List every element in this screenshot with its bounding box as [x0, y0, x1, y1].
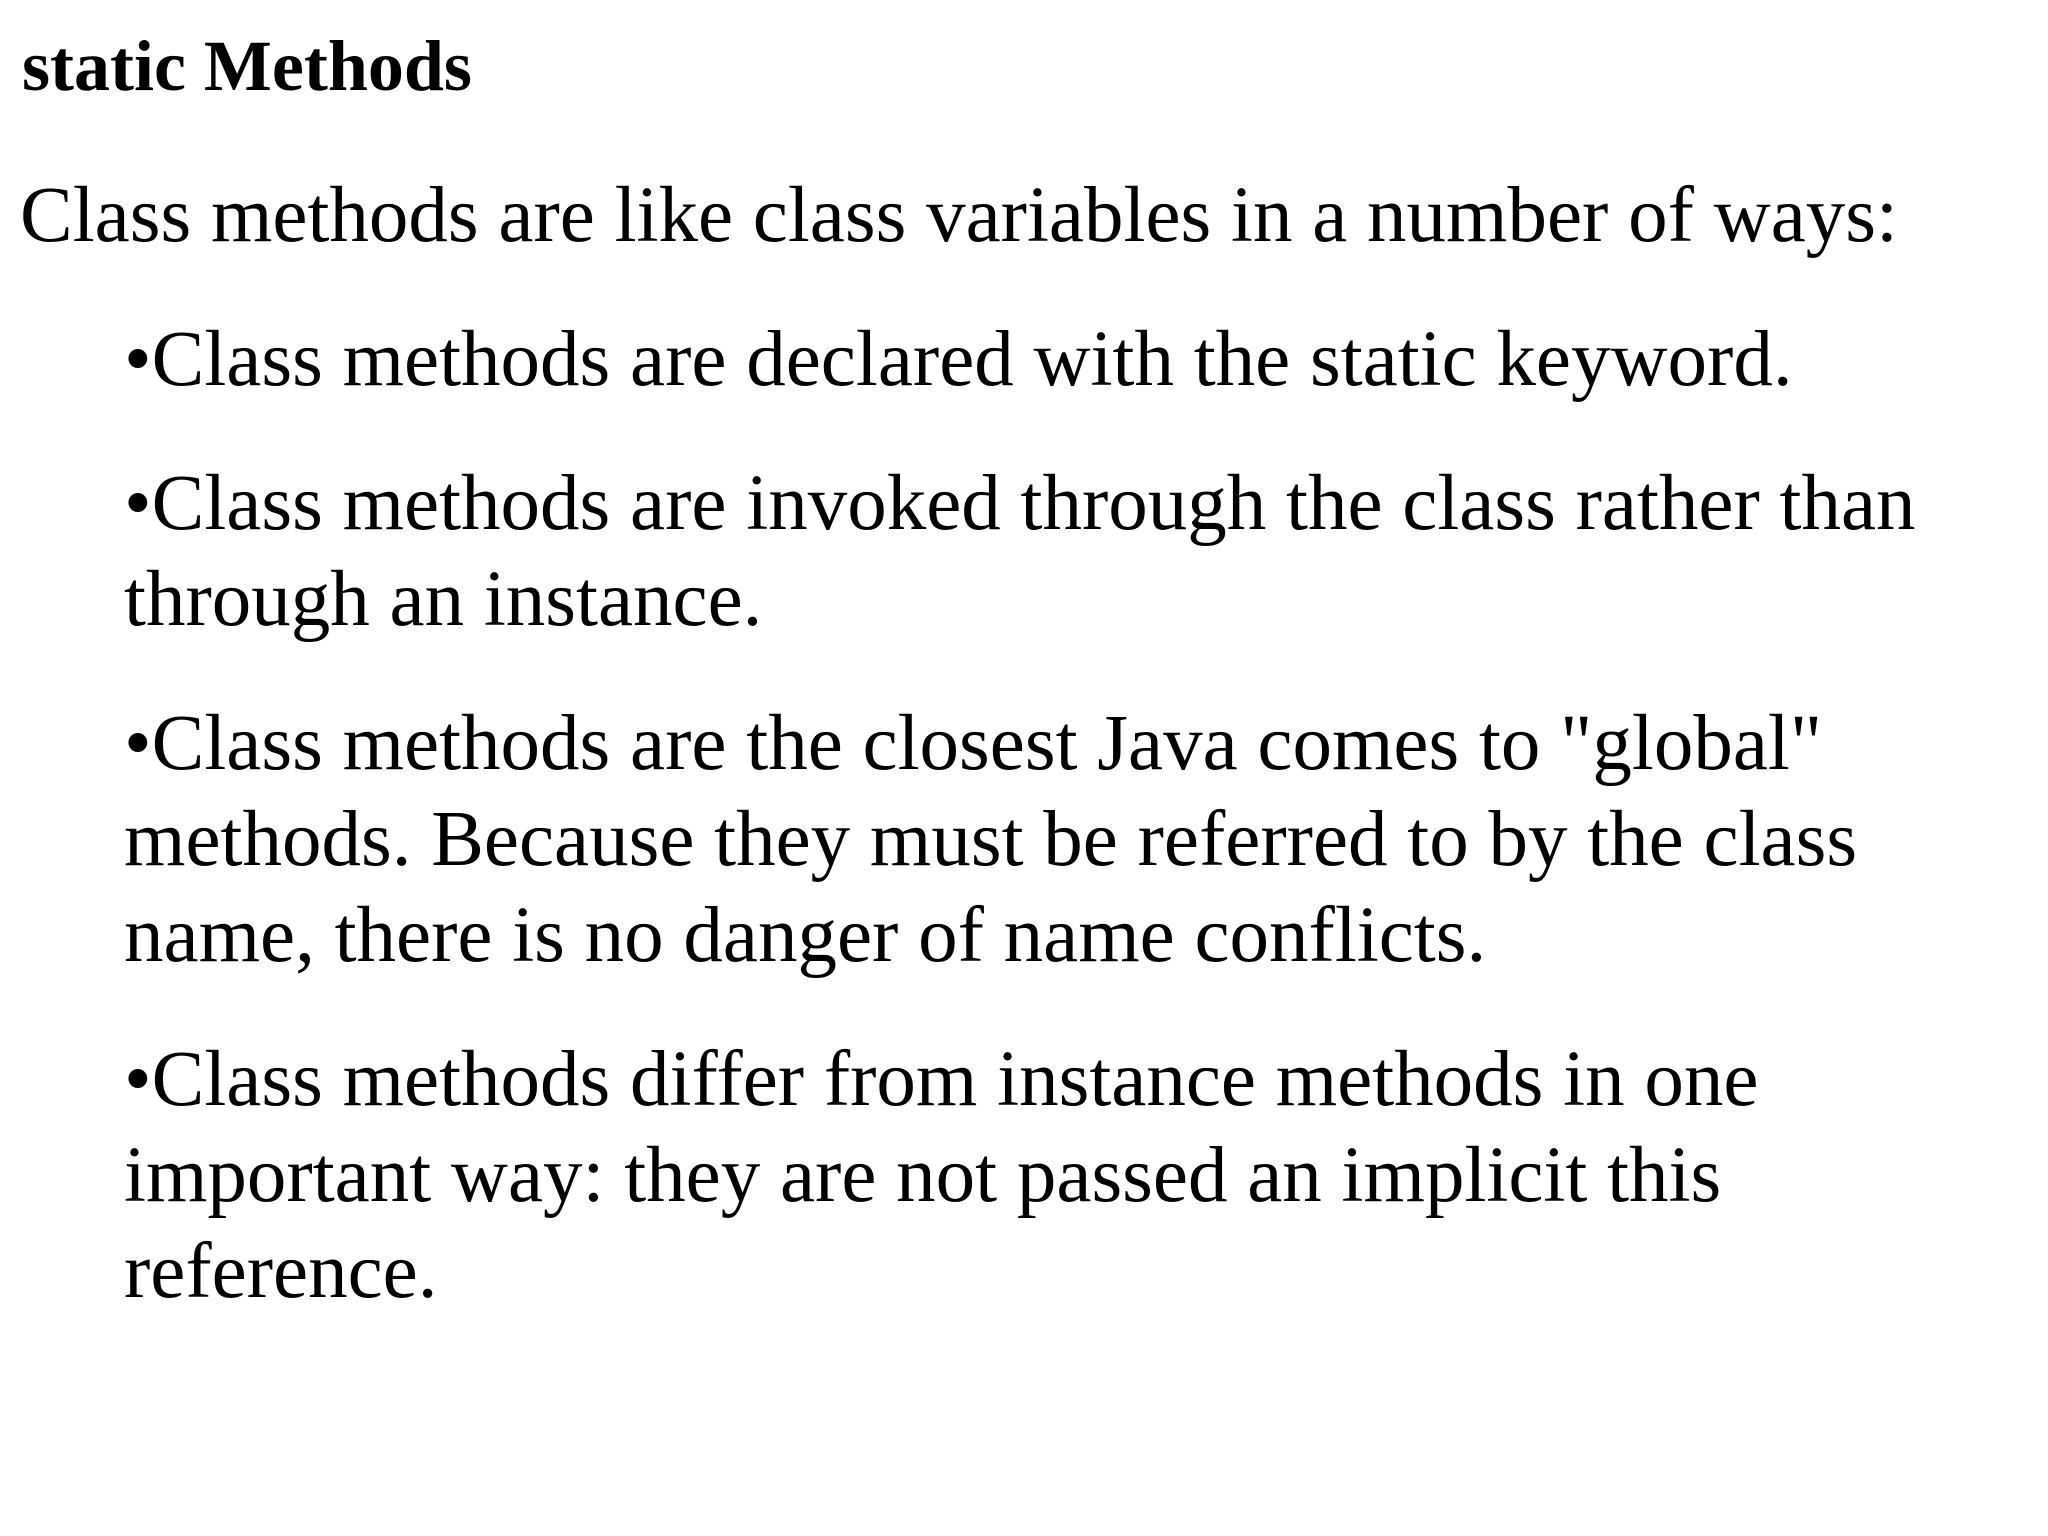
bullet-line: name, there is no danger of name conflicts.: [124, 892, 1487, 979]
bullet-list: [124, 312, 2004, 1368]
bullet-line: reference.: [124, 1228, 438, 1315]
bullet-item-4: [124, 1032, 2004, 1320]
bullet-line: •Class methods are invoked through the class rather than: [124, 460, 1916, 547]
bullet-line: important way: they are not passed an implicit this: [124, 1132, 1722, 1219]
intro-text: Class methods are like class variables in a number of ways:: [20, 172, 1898, 259]
slide-title: static Methods: [22, 26, 472, 106]
bullet-line: through an instance.: [124, 556, 763, 643]
bullet-line: •Class methods are declared with the static keyword.: [124, 316, 1793, 403]
bullet-item-3: [124, 696, 2004, 984]
bullet-line: •Class methods are the closest Java comes to "global": [124, 700, 1823, 787]
bullet-line: methods. Because they must be referred to by the class: [124, 796, 1858, 883]
bullet-item-1: [124, 312, 2004, 408]
bullet-line: •Class methods differ from instance methods in one: [124, 1036, 1759, 1123]
bullet-item-2: [124, 456, 2004, 648]
